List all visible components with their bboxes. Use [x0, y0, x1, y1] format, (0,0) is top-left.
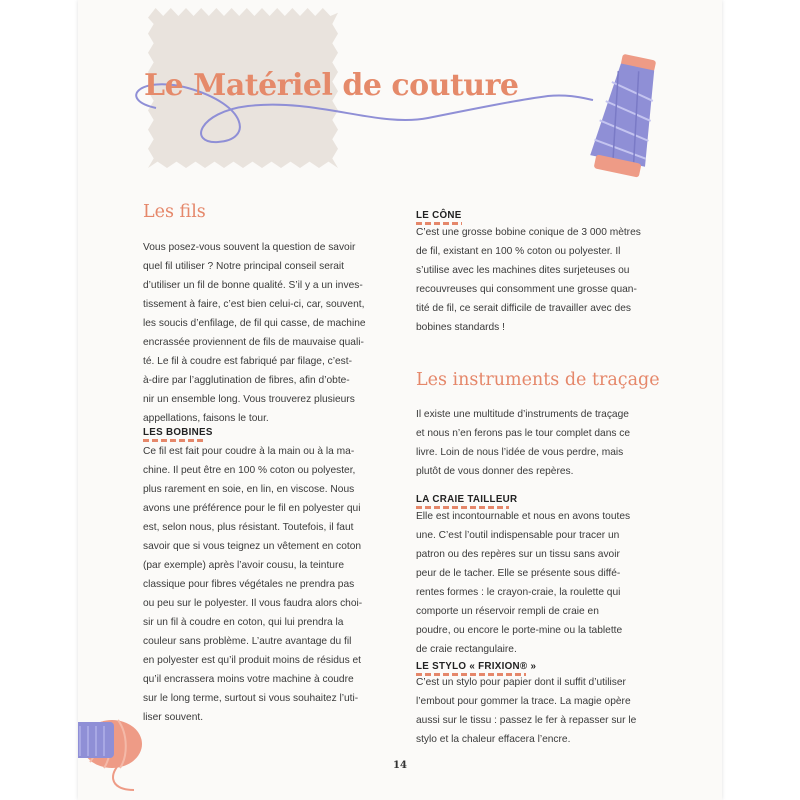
text-line: té. Le fil à coudre est fabriqué par filage, c’est-: [143, 356, 352, 367]
text-line: C’est un stylo pour papier dont il suffit d’utiliser: [416, 677, 626, 688]
text-line: avons une préférence pour le fil en polyester qui: [143, 503, 361, 514]
text-line: nir un ensemble long. Vous trouverez plusieurs: [143, 394, 355, 405]
subheading-les-bobines: LES BOBINES: [143, 427, 213, 438]
text-line: (par exemple) après l’avoir cousu, la teinture: [143, 560, 345, 571]
text-line: les soucis d’enfilage, de fil qui casse, de machine: [143, 318, 366, 329]
thread-cone-icon: [588, 51, 667, 178]
text-line: Elle est incontournable et nous en avons toutes: [416, 511, 631, 522]
text-line: couleur sans problème. L’autre avantage du fil: [143, 636, 352, 647]
text-line: de fil, existant en 100 % coton ou polyester. Il: [416, 246, 621, 257]
text-line: patron ou des repères sur un tissu sans avoir: [416, 549, 620, 560]
text-line: s’utilise avec les machines dites surjeteuses ou: [416, 265, 630, 276]
text-line: ou peu sur le polyester. Il vous faudra alors choi-: [143, 598, 363, 609]
subheading-la-craie-tailleur: LA CRAIE TAILLEUR: [416, 494, 518, 505]
text-line: C’est une grosse bobine conique de 3 000 mètres: [416, 227, 641, 238]
text-line: classique pour fibres végétales ne prendra pas: [143, 579, 355, 590]
craie-text: [416, 507, 656, 659]
page-number: 14: [393, 760, 407, 771]
text-line: stylo et la chaleur effacera l’encre.: [416, 734, 571, 745]
text-line: bobines standards !: [416, 322, 505, 333]
text-line: tité de fil, ce serait difficile de travailler avec des: [416, 303, 631, 314]
text-line: d’utiliser un fil de bonne qualité. S’il y a un inves-: [143, 280, 363, 291]
fils-intro: [143, 238, 383, 428]
text-line: l’embout pour gommer la trace. La magie opère: [416, 696, 631, 707]
text-line: et nous n’en ferons pas le tour complet dans ce: [416, 428, 631, 439]
text-line: Ce fil est fait pour coudre à la main ou à la ma-: [143, 446, 355, 457]
heading-les-fils: Les fils: [143, 202, 206, 222]
text-line: recouvreuses qui consomment une grosse quan-: [416, 284, 637, 295]
text-line: livre. Loin de nous l’idée de vous perdre, mais: [416, 447, 624, 458]
tracage-intro: [416, 405, 656, 481]
text-line: appellations, faisons le tour.: [143, 413, 269, 424]
text-line: en polyester est qu’il produit moins de résidus et: [143, 655, 362, 666]
stylo-text: [416, 673, 656, 749]
text-line: Il existe une multitude d’instruments de traçage: [416, 409, 629, 420]
text-line: qu’il encrassera moins votre machine à coudre: [143, 674, 354, 685]
text-line: une. C’est l’outil indispensable pour tracer un: [416, 530, 620, 541]
text-line: sur le long terme, surtout si vous souhaitez l’uti-: [143, 693, 359, 704]
bobines-text: [143, 442, 383, 727]
text-line: plutôt de vous donner des repères.: [416, 466, 574, 477]
text-line: poudre, ou encore le porte-mine ou la tablette: [416, 625, 623, 636]
text-line: sir un fil à coudre en coton, qui lui prendra la: [143, 617, 344, 628]
text-line: liser souvent.: [143, 712, 204, 723]
yarn-ball-icon: [78, 720, 142, 790]
text-line: de craie rectangulaire.: [416, 644, 517, 655]
subheading-le-stylo-frixion: LE STYLO « FRIXION® »: [416, 661, 537, 672]
text-line: à-dire par l’agglutination de fibres, afin d’obte-: [143, 375, 350, 386]
text-line: plus rarement en soie, en lin, en viscose. Nous: [143, 484, 355, 495]
text-line: savoir que si vous teignez un vêtement en coton: [143, 541, 362, 552]
text-line: quel fil utiliser ? Notre principal conseil serait: [143, 261, 345, 272]
heading-instruments-tracage: Les instruments de traçage: [416, 370, 660, 390]
text-line: aussi sur le tissu : passez le fer à repasser sur le: [416, 715, 637, 726]
text-line: tissement à faire, c’est bien celui-ci, car, souvent,: [143, 299, 365, 310]
page-title: Le Matériel de couture: [144, 68, 519, 103]
cone-text: [416, 223, 656, 337]
text-line: est, selon nous, plus résistant. Toutefois, il faut: [143, 522, 354, 533]
text-line: chine. Il peut être en 100 % coton ou polyester,: [143, 465, 356, 476]
text-line: peur de le tacher. Elle se présente sous diffé-: [416, 568, 621, 579]
book-page: [78, 0, 722, 800]
text-line: comporte un réservoir rempli de craie en: [416, 606, 599, 617]
subheading-le-cone: LE CÔNE: [416, 210, 462, 221]
text-line: Vous posez-vous souvent la question de savoir: [143, 242, 356, 253]
text-line: encrassée proviennent de fils de mauvaise quali-: [143, 337, 364, 348]
text-line: rentes formes : le crayon-craie, la roulette qui: [416, 587, 621, 598]
